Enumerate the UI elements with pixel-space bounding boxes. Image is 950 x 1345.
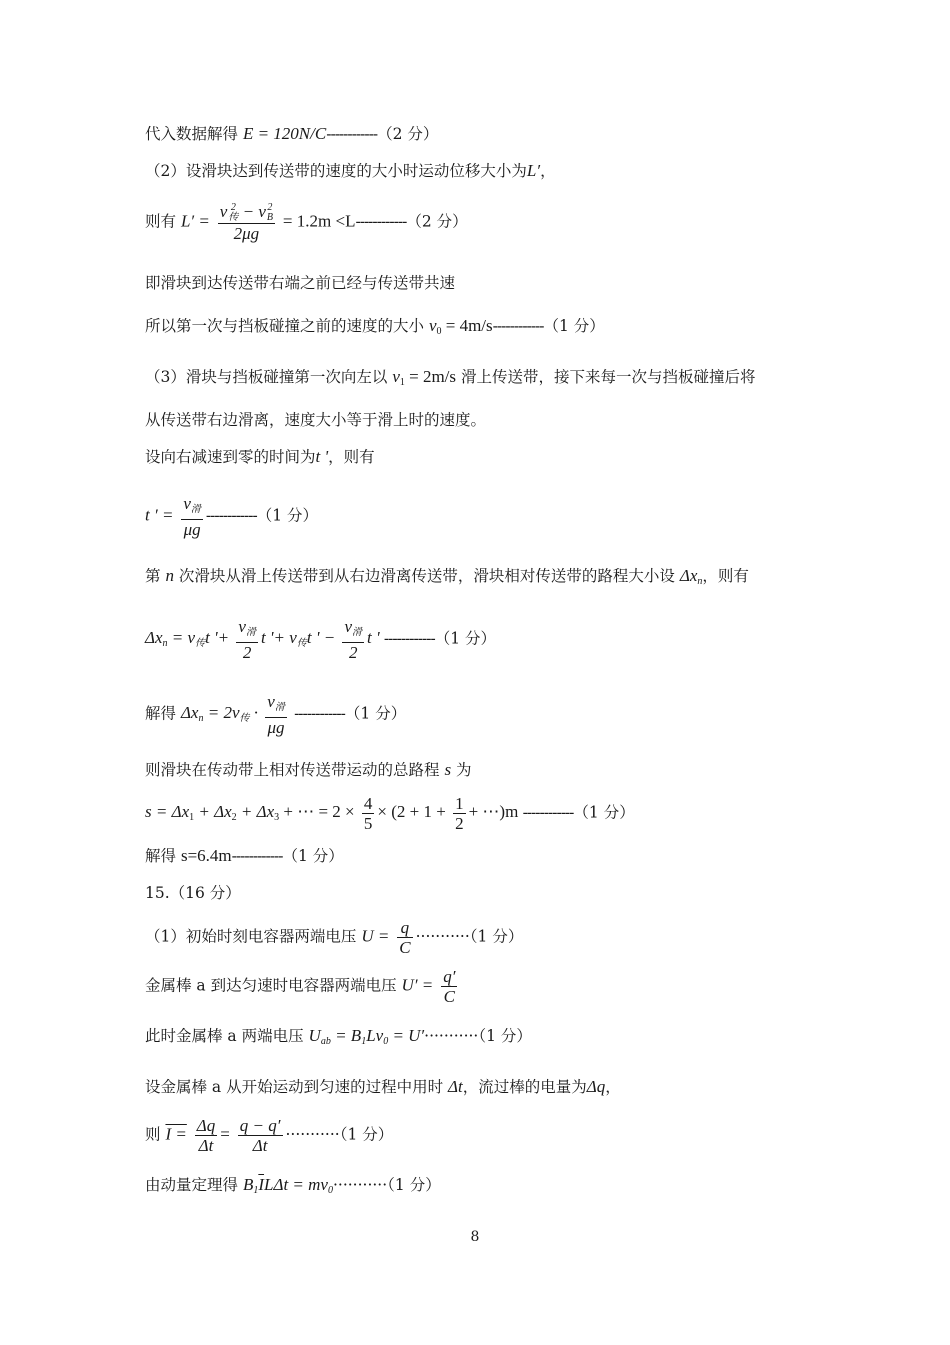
- line-4: [145, 273, 455, 293]
- text: 设金属棒 a 从开始运动到匀速的过程中用时: [145, 1078, 444, 1096]
- line-11: [145, 617, 496, 662]
- equation: s=6.4m: [180, 846, 232, 865]
- line-9: [145, 494, 318, 539]
- line-21: [145, 1116, 393, 1155]
- fraction: [218, 202, 275, 243]
- equation-lhs: U′ =: [401, 975, 434, 995]
- variable: t ': [315, 447, 329, 466]
- line-2: [145, 161, 556, 181]
- text: 所以第一次与挡板碰撞之前的速度的大小: [145, 317, 425, 335]
- variable: Δt: [448, 1077, 463, 1096]
- line-5: [145, 316, 605, 342]
- text: 金属棒 a 到达匀速时电容器两端电压: [145, 976, 397, 995]
- page-number: 8: [470, 1229, 480, 1245]
- line-6: [145, 367, 755, 393]
- line-3: [145, 202, 468, 243]
- variable: L′: [526, 161, 541, 180]
- text: 从传送带右边滑离，速度大小等于滑上时的速度。: [145, 411, 487, 429]
- equals: =: [220, 1124, 230, 1144]
- fraction: [181, 494, 203, 539]
- equation: $v_1 = 2m/s$: [392, 367, 457, 388]
- text: （2）设滑块达到传送带的速度的大小时运动位移大小为: [145, 162, 527, 180]
- line-13: [145, 760, 472, 780]
- dash-leader: ------------: [326, 125, 378, 143]
- dash-leader: ------------: [205, 506, 257, 525]
- text: 即滑块到达传送带右端之前已经与传送带共速: [145, 274, 456, 292]
- text: 则滑块在传动带上相对传送带运动的总路程: [145, 761, 440, 779]
- equation-lhs: L′ =: [180, 211, 210, 231]
- line-1: [145, 124, 438, 144]
- text: 第: [145, 567, 161, 585]
- score: （1 分）: [469, 927, 524, 946]
- line-18: [145, 967, 460, 1006]
- line-8: [145, 447, 375, 467]
- text: 则: [145, 1125, 161, 1144]
- text: 设向右减速到零的时间为: [145, 448, 316, 466]
- variable-n: n: [165, 566, 174, 585]
- equation-lhs: I =: [165, 1124, 187, 1144]
- text: ，: [605, 1078, 621, 1096]
- text: 为: [456, 761, 472, 779]
- text: 此时金属棒 a 两端电压: [145, 1027, 304, 1045]
- fraction: $\frac{q - q'}{\Delta t}$: [239, 1116, 281, 1155]
- line-20: [145, 1077, 621, 1097]
- fraction: $\frac{\Delta q}{\Delta t}$: [196, 1116, 216, 1155]
- score: （1 分）: [282, 847, 344, 865]
- text: 次滑块从滑上传送带到从右边滑离传送带，滑块相对传送带的路程大小设: [178, 567, 675, 585]
- text: 代入数据解得: [145, 125, 239, 143]
- denominator: μg: [181, 519, 203, 539]
- dash-leader: ------------: [355, 212, 407, 231]
- score: （1 分）: [387, 1176, 441, 1194]
- line-22: [145, 1175, 441, 1201]
- text: ，则有: [328, 448, 375, 466]
- line-19: [145, 1026, 532, 1052]
- text: ，: [540, 162, 556, 180]
- fraction: $\frac{v_滑}{2}$: [238, 617, 256, 662]
- text: 解得: [145, 704, 177, 723]
- equation: $v_0 = 4m/s$: [428, 316, 493, 337]
- text: （1）初始时刻电容器两端电压: [145, 927, 357, 946]
- text: 由动量定理得: [145, 1176, 239, 1194]
- fraction: $\frac{q'}{C}$: [443, 967, 456, 1006]
- score: （2 分）: [377, 125, 439, 143]
- score: （2 分）: [406, 212, 468, 231]
- line-14: [145, 794, 635, 833]
- text: ，则有: [702, 567, 749, 585]
- text: 15.（16 分）: [145, 884, 241, 902]
- dot-leader: ···········: [332, 1176, 388, 1194]
- equation-lhs: t ′ =: [145, 505, 174, 525]
- fraction: $\frac{v_滑}{\mu g}$: [267, 692, 285, 737]
- dot-leader: ···········: [424, 1027, 479, 1045]
- question-heading: [145, 883, 241, 903]
- equation-rhs: = 1.2m <L: [282, 211, 356, 231]
- fraction: $\frac{1}{2}$: [455, 794, 464, 833]
- text: 解得: [145, 847, 177, 865]
- text: （3）滑块与挡板碰撞第一次向左以: [145, 368, 388, 386]
- text: 则有: [145, 212, 177, 231]
- equation: E = 120N/C: [242, 124, 327, 143]
- equation: $\Delta x_n = v_传t$ '+ $\frac{v_滑}{2}$ t '+ $v_传t$ ' − $\frac{v_滑}{2}$ t ': [145, 617, 380, 662]
- variable: $\Delta x_n$: [679, 566, 703, 587]
- dash-leader: ------------: [492, 317, 544, 335]
- dash-leader: ------------: [383, 629, 435, 648]
- fraction: $\frac{q}{C}$: [399, 918, 411, 957]
- fraction: $\frac{4}{5}$: [363, 794, 373, 833]
- equation: $s = \Delta x_1 + \Delta x_2 + \Delta x_3$ + ⋯ = 2 × $\frac{4}{5}$ × (2 + 1 + $\frac{1}{2}$ + ⋯)m: [145, 794, 519, 833]
- score: （1 分）: [543, 317, 605, 335]
- score: （1 分）: [478, 1027, 532, 1045]
- equation-lhs: U =: [361, 926, 390, 946]
- variable: Δq: [586, 1077, 606, 1096]
- dot-leader: ···········: [415, 927, 470, 946]
- text: 滑上传送带，接下来每一次与挡板碰撞后将: [460, 368, 756, 386]
- numerator: v 2 传 − v 2 B: [219, 202, 273, 224]
- denominator: 2μg: [218, 223, 275, 243]
- numerator: $v_滑$: [183, 494, 201, 515]
- dash-leader: ------------: [522, 803, 574, 822]
- score: （1 分）: [573, 803, 635, 822]
- score: （1 分）: [256, 506, 319, 525]
- line-15: [145, 846, 344, 866]
- dash-leader: ------------: [231, 847, 283, 865]
- variable-s: s: [444, 760, 452, 779]
- line-7: [145, 410, 486, 430]
- line-12: [145, 692, 406, 737]
- dot-leader: ···········: [285, 1125, 340, 1144]
- dash-leader: ------------: [294, 704, 345, 723]
- line-17: [145, 918, 523, 957]
- equation: $\Delta x_n = 2v_传$ · $\frac{v_滑}{\mu g}$: [180, 692, 285, 737]
- equation: $B_1\overline{I}L\Delta t = mv_0$: [242, 1175, 333, 1196]
- text: ，流过棒的电量为: [462, 1078, 587, 1096]
- score: （1 分）: [339, 1125, 394, 1144]
- score: （1 分）: [344, 704, 407, 723]
- fraction: $\frac{v_滑}{2}$: [344, 617, 362, 662]
- line-10: [145, 566, 749, 592]
- equation: $U_{ab} = B_1Lv_0 = U'$: [308, 1026, 425, 1047]
- score: （1 分）: [434, 629, 496, 648]
